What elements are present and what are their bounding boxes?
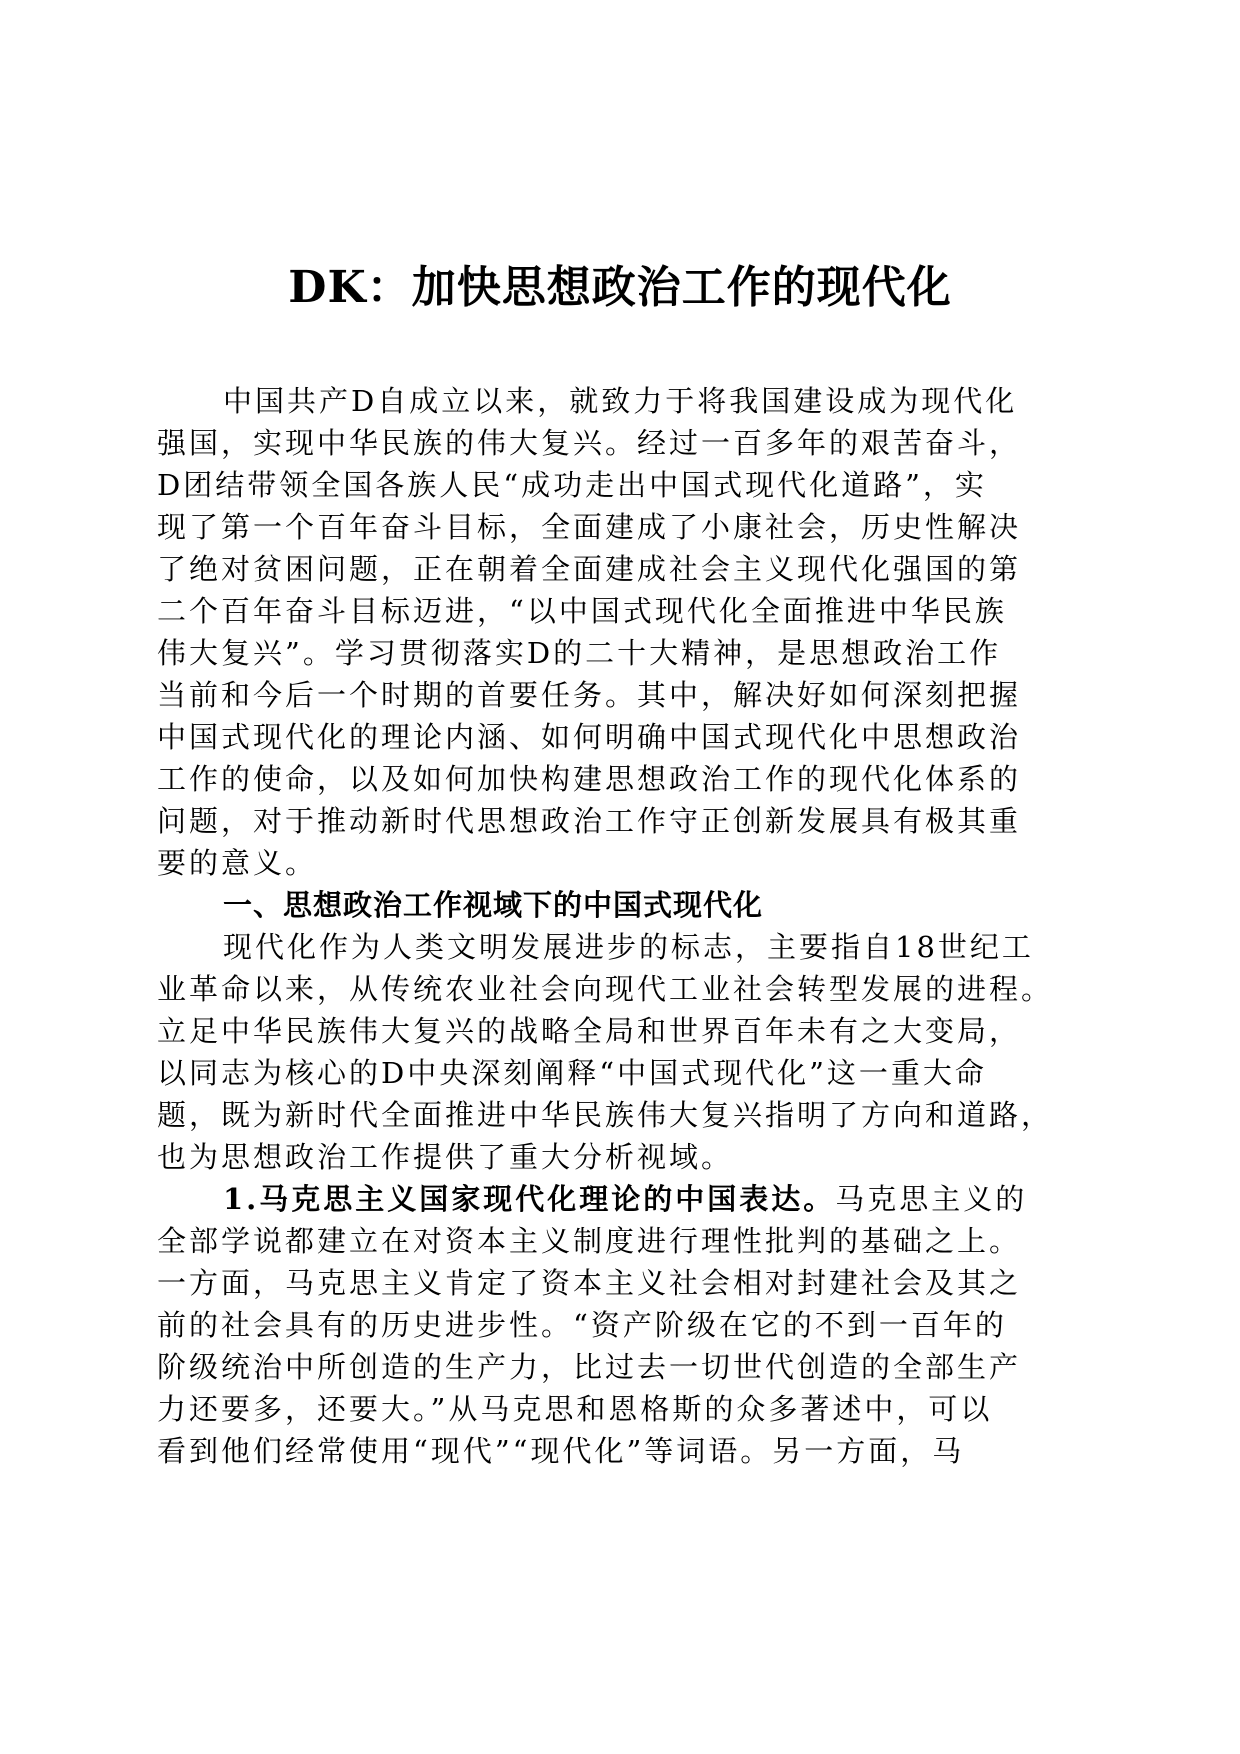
text-line: 二个百年奋斗目标迈进，“以中国式现代化全面推进中华民族 bbox=[157, 594, 1007, 628]
text-line: 当前和今后一个时期的首要任务。其中，解决好如何深刻把握 bbox=[157, 678, 1022, 712]
text-line bbox=[157, 1178, 1087, 1220]
text-line: 也为思想政治工作提供了重大分析视域。 bbox=[157, 1140, 734, 1174]
text-line: D团结带领全国各族人民“成功走出中国式现代化道路”，实 bbox=[157, 468, 987, 502]
section-heading: 一、思想政治工作视域下的中国式现代化 bbox=[223, 888, 764, 922]
document-body bbox=[157, 380, 1087, 1472]
text-line: 现代化作为人类文明发展进步的标志，主要指自18世纪工 bbox=[223, 930, 1034, 964]
text-line: 业革命以来，从传统农业社会向现代工业社会转型发展的进程。 bbox=[157, 972, 1054, 1006]
paragraph-modernization bbox=[157, 926, 1087, 1178]
text-line: 题，既为新时代全面推进中华民族伟大复兴指明了方向和道路， bbox=[157, 1098, 1054, 1132]
text-line: 前的社会具有的历史进步性。“资产阶级在它的不到一百年的 bbox=[157, 1308, 1007, 1342]
paragraph-marxism bbox=[157, 1178, 1087, 1472]
text-line: 了绝对贫困问题，正在朝着全面建成社会主义现代化强国的第 bbox=[157, 552, 1022, 586]
text-line: 要的意义。 bbox=[157, 846, 318, 880]
paragraph-intro bbox=[157, 380, 1087, 884]
text-line: 现了第一个百年奋斗目标，全面建成了小康社会，历史性解决 bbox=[157, 510, 1022, 544]
text-line: 伟大复兴”。学习贯彻落实D的二十大精神，是思想政治工作 bbox=[157, 636, 1002, 670]
text-run: 马克思主义的 bbox=[835, 1182, 1028, 1216]
text-line: 中国共产D自成立以来，就致力于将我国建设成为现代化 bbox=[223, 384, 1018, 418]
text-line: 一方面，马克思主义肯定了资本主义社会相对封建社会及其之 bbox=[157, 1266, 1022, 1300]
text-line: 问题，对于推动新时代思想政治工作守正创新发展具有极其重 bbox=[157, 804, 1022, 838]
text-line: 看到他们经常使用“现代”“现代化”等词语。另一方面，马 bbox=[157, 1434, 965, 1468]
text-line: 以同志为核心的D中央深刻阐释“中国式现代化”这一重大命 bbox=[157, 1056, 987, 1090]
text-line: 全部学说都建立在对资本主义制度进行理性批判的基础之上。 bbox=[157, 1224, 1022, 1258]
text-line: 立足中华民族伟大复兴的战略全局和世界百年未有之大变局， bbox=[157, 1014, 1022, 1048]
document-title: DK：加快思想政治工作的现代化 bbox=[288, 262, 952, 313]
text-line: 阶级统治中所创造的生产力，比过去一切世代创造的全部生产 bbox=[157, 1350, 1022, 1384]
text-line: 强国，实现中华民族的伟大复兴。经过一百多年的艰苦奋斗， bbox=[157, 426, 1022, 460]
text-line: 中国式现代化的理论内涵、如何明确中国式现代化中思想政治 bbox=[157, 720, 1022, 754]
text-line: 力还要多，还要大。”从马克思和恩格斯的众多著述中，可以 bbox=[157, 1392, 993, 1426]
subsection-lead: 1.马克思主义国家现代化理论的中国表达。 bbox=[223, 1182, 836, 1216]
text-line: 工作的使命，以及如何加快构建思想政治工作的现代化体系的 bbox=[157, 762, 1022, 796]
